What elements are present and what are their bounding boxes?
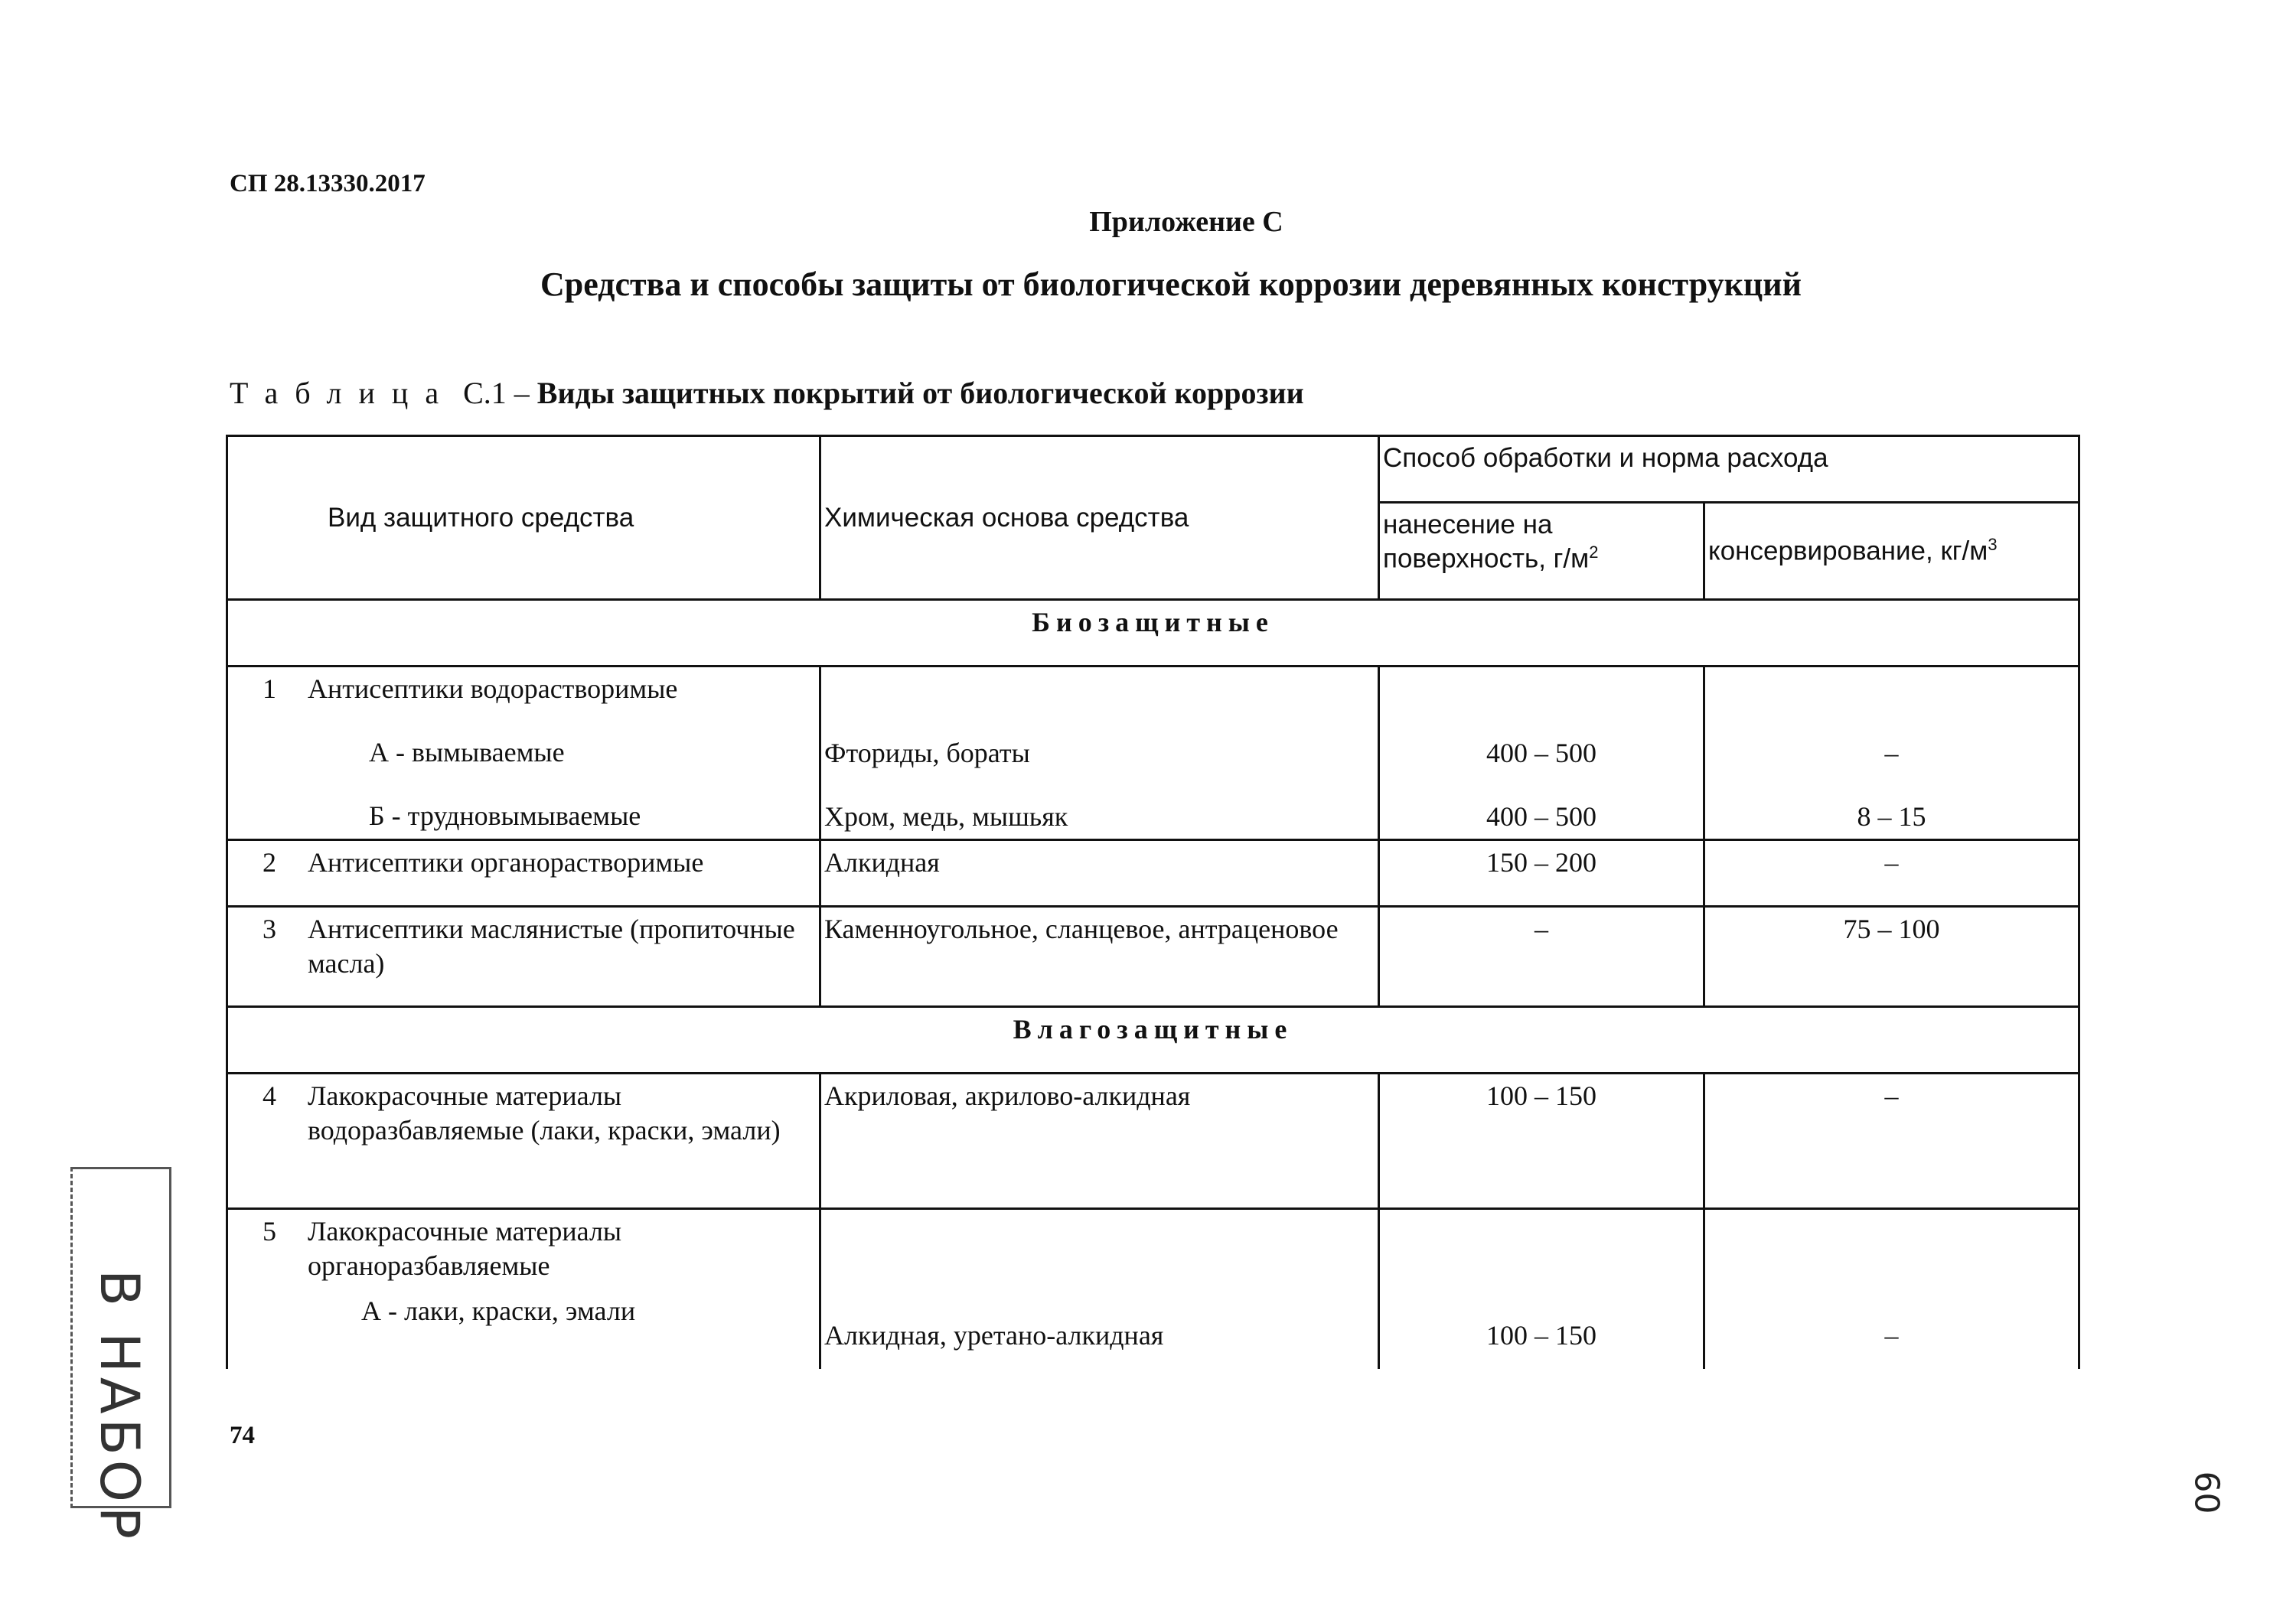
section-row — [227, 600, 2079, 666]
row3-conserv: 75 – 100 — [1704, 907, 2079, 1007]
row-name: Антисептики водорастворимые — [308, 673, 678, 704]
row-number: 2 — [263, 847, 276, 878]
row1-conserv — [1704, 666, 2079, 840]
row2-chem: Алкидная — [820, 840, 1379, 907]
row4-conserv: – — [1704, 1074, 2079, 1209]
header-conserv-text: консервирование, кг/м — [1708, 536, 1988, 566]
row5-sub-a: А - лаки, краски, эмали — [361, 1295, 636, 1326]
page-number: 74 — [230, 1422, 255, 1449]
header-row — [227, 436, 2079, 503]
row-name: Лакокрасочные материалы водоразбавляемые (лаки, краски, эмали) — [308, 1080, 781, 1146]
row-name: Антисептики органорастворимые — [308, 847, 704, 878]
row1-kind — [227, 666, 820, 840]
header-surface-text: нанесение на поверхность, г/м — [1383, 510, 1590, 574]
row5-chem — [820, 1209, 1379, 1370]
row1-surface — [1379, 666, 1704, 840]
row-number: 3 — [263, 914, 276, 944]
stamp-text: В НАБОР — [88, 1269, 151, 1544]
row1-chem — [820, 666, 1379, 840]
row5-chem-a: Алкидная, уретано-алкидная — [824, 1320, 1164, 1351]
row4-kind — [227, 1074, 820, 1209]
header-chem: Химическая основа средства — [820, 436, 1379, 600]
table-row — [227, 1209, 2079, 1370]
table-row — [227, 1074, 2079, 1209]
table-row — [227, 666, 2079, 840]
row-name: Лакокрасочные материалы органоразбавляемые — [308, 1216, 622, 1281]
row1-chem-a: Фториды, бораты — [824, 738, 1030, 768]
row1-conserv-a: – — [1884, 738, 1899, 768]
header-kind: Вид защитного средства — [227, 436, 820, 600]
row-number: 4 — [263, 1080, 276, 1111]
page-title: Средства и способы защиты от биологической коррозии деревянных конструкций — [540, 266, 1802, 303]
row2-surface: 150 – 200 — [1379, 840, 1704, 907]
section-bio: Биозащитные — [227, 600, 2079, 666]
row5-kind — [227, 1209, 820, 1370]
header-conserv-sup: 3 — [1988, 534, 1998, 554]
row2-conserv: – — [1704, 840, 2079, 907]
row3-surface: – — [1379, 907, 1704, 1007]
row4-chem: Акриловая, акрилово-алкидная — [820, 1074, 1379, 1209]
row1-surface-a: 400 – 500 — [1486, 738, 1596, 768]
table-row — [227, 907, 2079, 1007]
row2-kind — [227, 840, 820, 907]
caption-word: Таблица — [230, 376, 456, 410]
header-method: Способ обработки и норма расхода — [1379, 436, 2079, 503]
row1-sub-a: А - вымываемые — [369, 737, 565, 768]
header-conserv — [1704, 503, 2079, 600]
caption-title: Виды защитных покрытий от биологической коррозии — [536, 376, 1304, 410]
row1-conserv-b: 8 – 15 — [1857, 801, 1926, 832]
table-row — [227, 840, 2079, 907]
row3-chem: Каменноугольное, сланцевое, антраценовое — [820, 907, 1379, 1007]
document-code: СП 28.13330.2017 — [230, 170, 426, 197]
row5-conserv-a: – — [1884, 1320, 1899, 1351]
appendix-label: Приложение С — [1089, 206, 1283, 238]
row-number: 5 — [263, 1216, 276, 1247]
row5-surface-a: 100 – 150 — [1486, 1320, 1596, 1351]
row5-surface — [1379, 1209, 1704, 1370]
table-caption — [230, 375, 1304, 411]
row1-sub-b: Б - трудновымываемые — [369, 800, 641, 831]
header-surface-sup: 2 — [1589, 542, 1599, 562]
handwritten-mark: 60 — [2187, 1471, 2226, 1514]
row4-surface: 100 – 150 — [1379, 1074, 1704, 1209]
header-surface — [1379, 503, 1704, 600]
section-row — [227, 1007, 2079, 1074]
row5-conserv — [1704, 1209, 2079, 1370]
row1-surface-b: 400 – 500 — [1486, 801, 1596, 832]
protection-table — [226, 435, 2080, 1369]
caption-number: С.1 – — [463, 376, 530, 410]
row-number: 1 — [263, 673, 276, 704]
row-name: Антисептики маслянистые (пропиточные масла) — [308, 914, 795, 979]
row1-chem-b: Хром, медь, мышьяк — [824, 801, 1068, 832]
row3-kind — [227, 907, 820, 1007]
section-moisture: Влагозащитные — [227, 1007, 2079, 1074]
